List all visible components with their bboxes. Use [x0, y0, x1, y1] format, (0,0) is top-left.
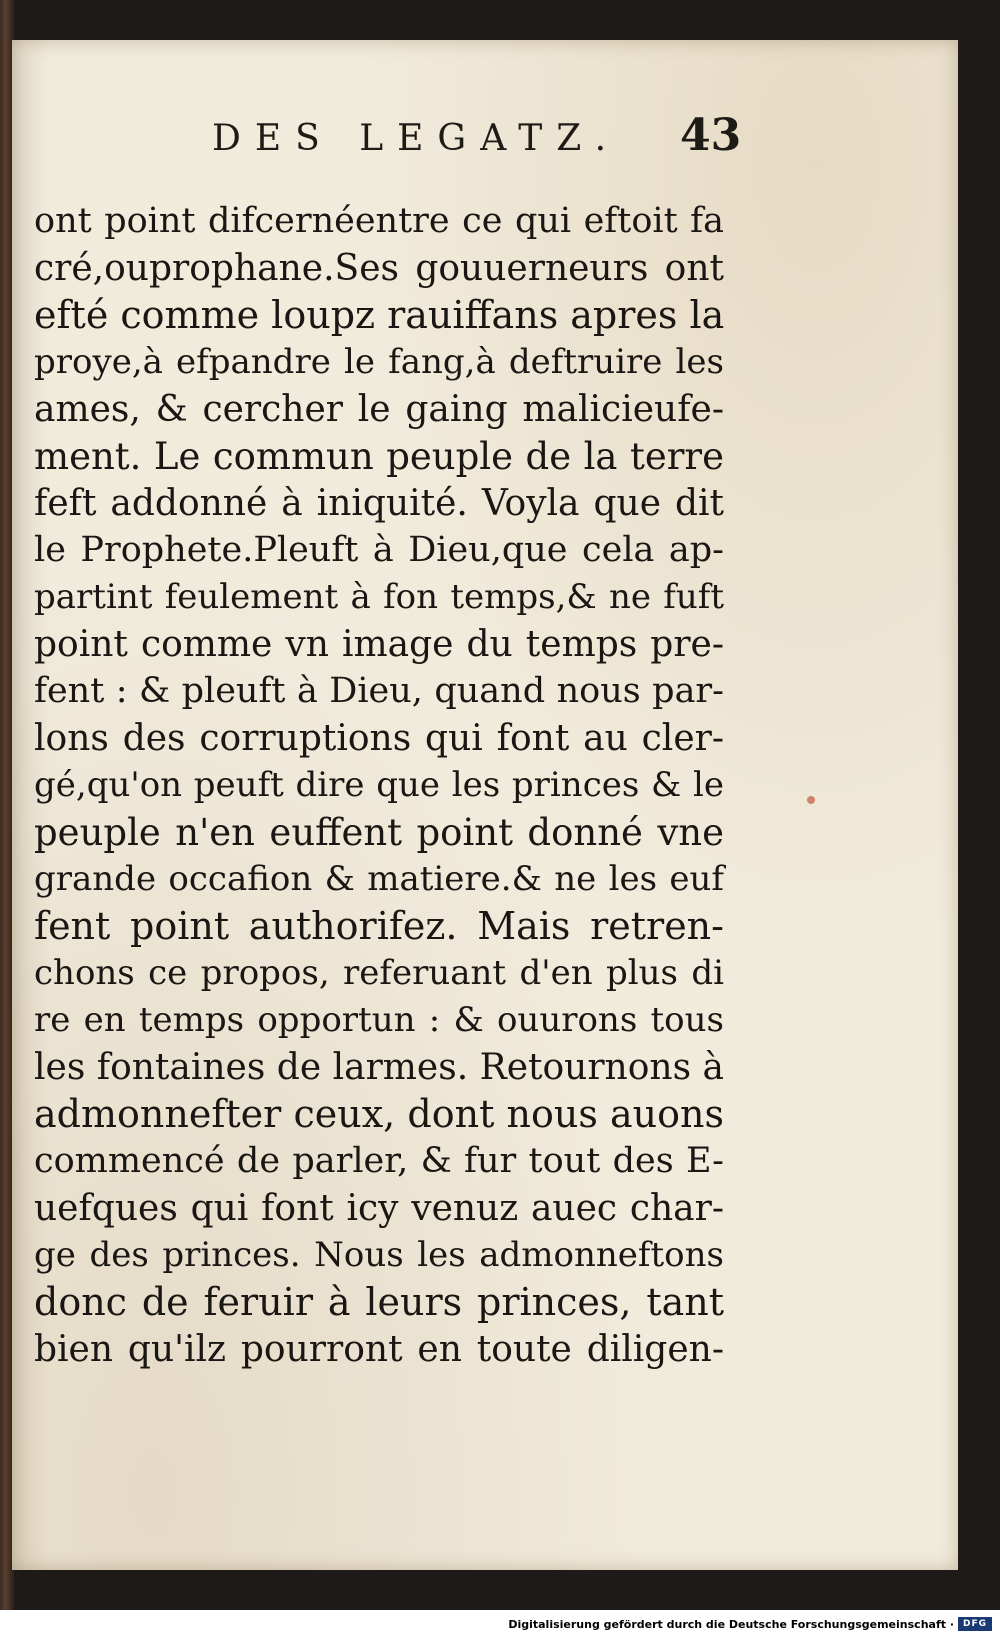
text-line: efté comme loupz rauiffans apres la: [34, 293, 725, 337]
text-line: cré,ouprophane.Ses gouuerneurs ont: [34, 248, 724, 289]
text-line: peuple n'en euffent point donné vne: [34, 811, 724, 854]
text-line: fent point authorifez. Mais retren-: [34, 904, 724, 948]
text-line: feft addonné à iniquité. Voyla que dit: [34, 483, 724, 524]
text-line: ames, & cercher le gaing malicieufe-: [34, 389, 724, 430]
text-line: ment. Le commun peuple de la terre: [34, 435, 724, 478]
text-line: gé,qu'on peuft dire que les princes & le: [34, 765, 724, 805]
text-line: lons des corruptions qui font au cler-: [34, 718, 724, 759]
footer-bar: [0, 1610, 1000, 1638]
text-line: chons ce propos, referuant d'en plus di: [34, 953, 724, 993]
text-line: commencé de parler, & fur tout des E-: [34, 1141, 724, 1181]
text-line: re en temps opportun : & ouurons tous: [34, 1000, 724, 1040]
text-line: admonnefter ceux, dont nous auons: [34, 1092, 724, 1136]
running-head: DES LEGATZ.: [212, 118, 621, 159]
text-line: les fontaines de larmes. Retournons à: [34, 1047, 724, 1088]
text-line: fent : & pleuft à Dieu, quand nous par-: [34, 671, 724, 711]
text-line: uefques qui font icy venuz auec char-: [34, 1188, 724, 1229]
book-page: [12, 40, 958, 1570]
funding-credit: Digitalisierung gefördert durch die Deutsche Forschungsgemeinschaft ·: [508, 1618, 954, 1631]
text-line: point comme vn image du temps pre-: [34, 624, 724, 665]
page-header: [12, 110, 958, 170]
paper-stain: [807, 796, 815, 804]
text-line: partint feulement à fon temps,& ne fuft: [34, 577, 724, 617]
text-line: grande occafion & matiere.& ne les euf: [34, 859, 724, 899]
text-line: bien qu'ilz pourront en toute diligen-: [34, 1329, 724, 1370]
text-line: donc de feruir à leurs princes, tant: [34, 1280, 724, 1324]
body-text: [34, 198, 724, 1373]
text-line: le Prophete.Pleuft à Dieu,que cela ap-: [34, 530, 724, 570]
dfg-logo: DFG: [958, 1617, 992, 1631]
text-line: proye,à efpandre le fang,à deftruire les: [34, 342, 724, 382]
page-number: 43: [680, 110, 742, 161]
text-line: ont point difcernéentre ce qui eftoit fa: [34, 201, 724, 241]
text-line: ge des princes. Nous les admonneftons: [34, 1235, 724, 1275]
